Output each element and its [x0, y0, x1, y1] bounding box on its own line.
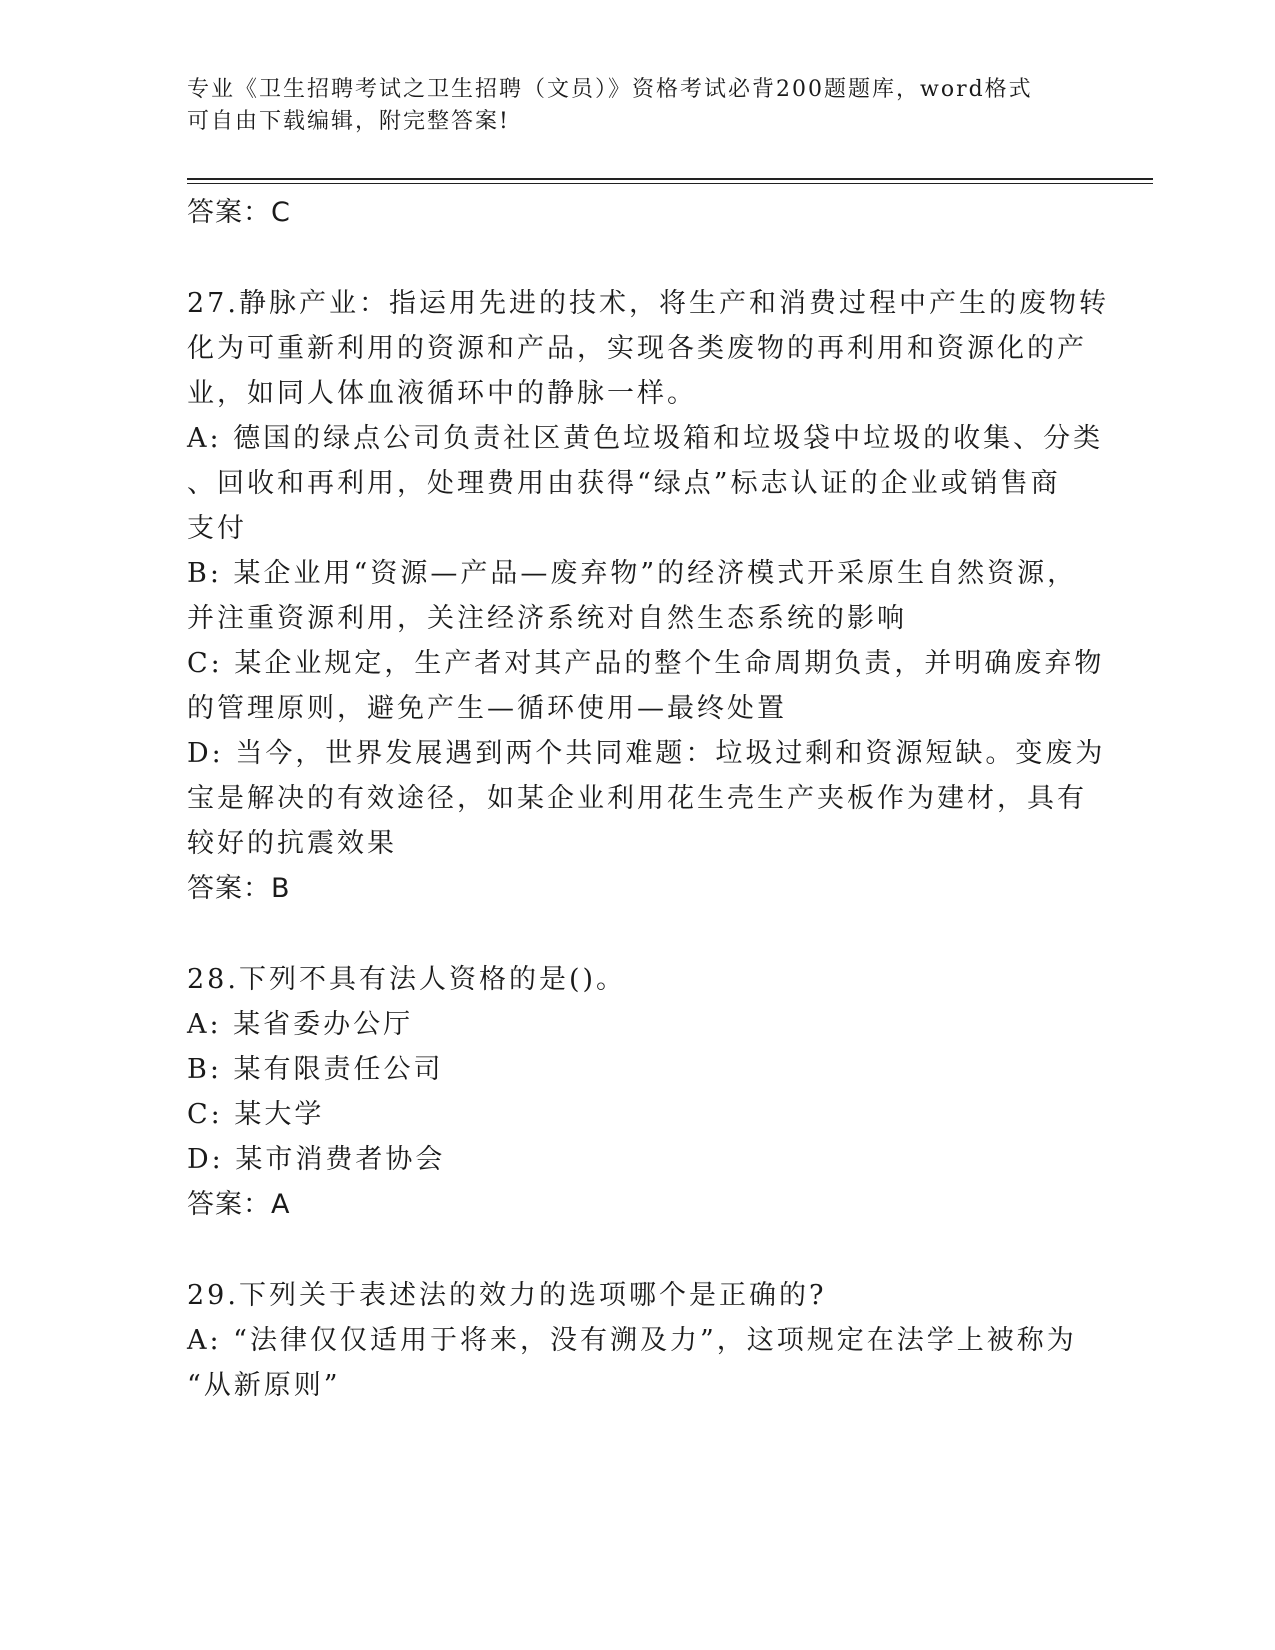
option-d-line: D: 当今，世界发展遇到两个共同难题：垃圾过剩和资源短缺。变废为 — [187, 738, 1106, 769]
question-29 — [187, 1273, 1087, 1408]
option-d-line: 较好的抗震效果 — [187, 828, 397, 859]
option-a-line: A: 某省委办公厅 — [187, 1009, 414, 1040]
option-b-line: 并注重资源利用，关注经济系统对自然生态系统的影响 — [187, 603, 907, 634]
question-text-line: 化为可重新利用的资源和产品，实现各类废物的再利用和资源化的产 — [187, 333, 1087, 364]
option-c-line: C: 某企业规定，生产者对其产品的整个生命周期负责，并明确废弃物 — [187, 648, 1105, 679]
header-line-2: 可自由下载编辑，附完整答案! — [187, 109, 510, 134]
answer-line: 答案：A — [187, 1189, 291, 1220]
option-c-line: 的管理原则，避免产生—循环使用—最终处置 — [187, 693, 787, 724]
option-a-line: A: “法律仅仅适用于将来，没有溯及力”，这项规定在法学上被称为 — [187, 1325, 1077, 1356]
option-a-line: 、回收和再利用，处理费用由获得“绿点”标志认证的企业或销售商 — [187, 468, 1061, 499]
header-rule-thick — [187, 178, 1153, 180]
question-text-line: 27.静脉产业：指运用先进的技术，将生产和消费过程中产生的废物转 — [187, 288, 1109, 319]
question-28 — [187, 957, 1087, 1227]
option-d-line: D: 某市消费者协会 — [187, 1144, 446, 1175]
option-a-line: 支付 — [187, 513, 247, 544]
answer-line: 答案：B — [187, 873, 291, 904]
question-text-line: 29.下列关于表述法的效力的选项哪个是正确的? — [187, 1280, 827, 1311]
question-text-line: 28.下列不具有法人资格的是()。 — [187, 964, 627, 995]
option-d-line: 宝是解决的有效途径，如某企业利用花生壳生产夹板作为建材，具有 — [187, 783, 1087, 814]
header-line-1: 专业《卫生招聘考试之卫生招聘（文员）》资格考试必背200题题库，word格式 — [187, 77, 1033, 102]
answer-line: 答案：C — [187, 197, 291, 228]
option-a-line: “从新原则” — [187, 1370, 341, 1401]
option-a-line: A: 德国的绿点公司负责社区黄色垃圾箱和垃圾袋中垃圾的收集、分类 — [187, 423, 1104, 454]
question-text-line: 业，如同人体血液循环中的静脉一样。 — [187, 378, 697, 409]
header-rule-thin — [187, 183, 1153, 184]
option-b-line: B: 某有限责任公司 — [187, 1054, 444, 1085]
document-header — [187, 74, 1067, 138]
option-c-line: C: 某大学 — [187, 1099, 325, 1130]
question-list — [187, 190, 1109, 1408]
option-b-line: B: 某企业用“资源—产品—废弃物”的经济模式开采原生自然资源， — [187, 558, 1078, 589]
question-27 — [187, 281, 1109, 911]
